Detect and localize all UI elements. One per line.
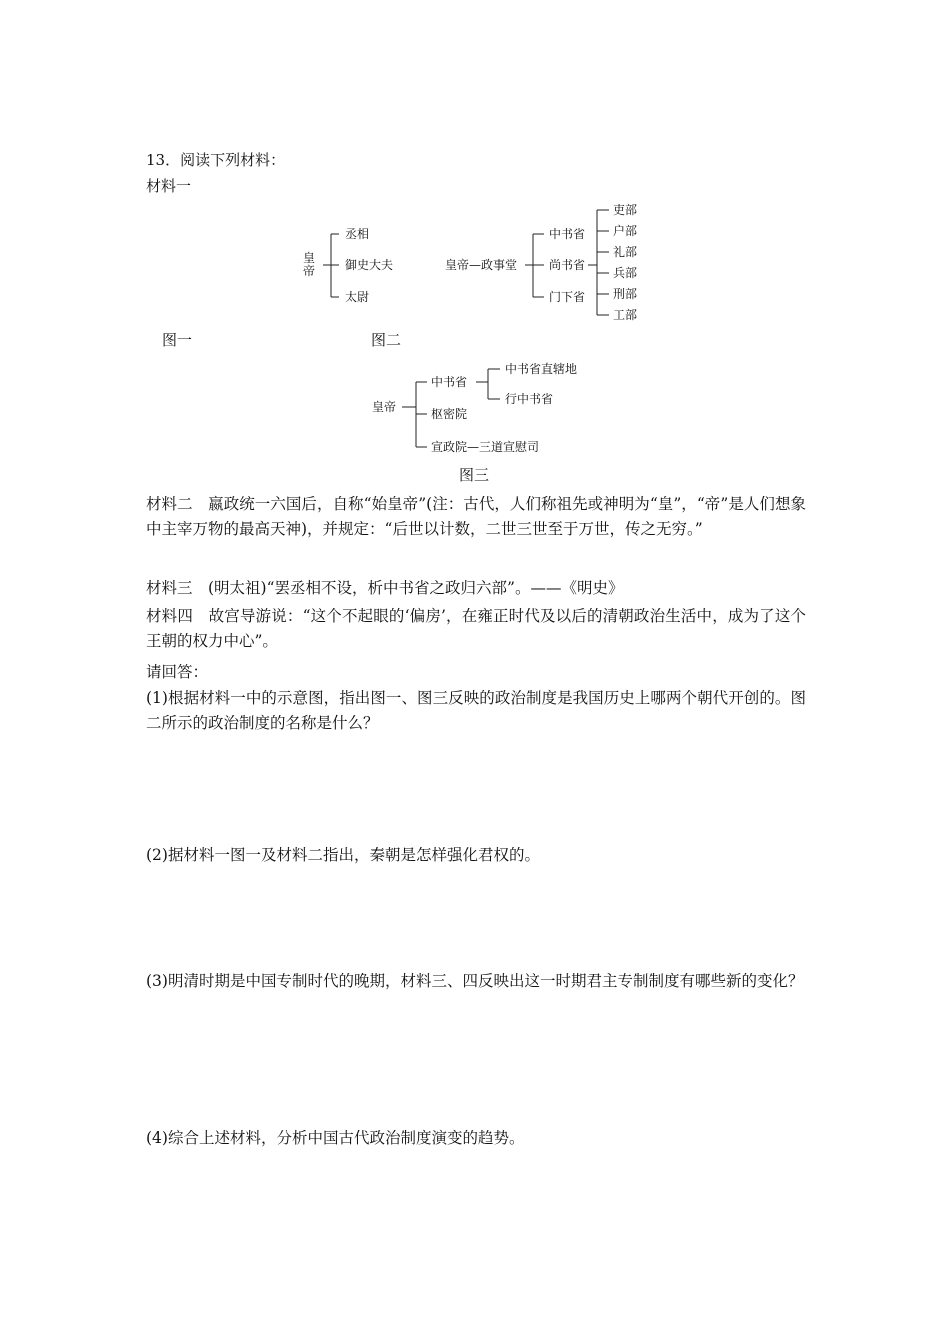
fig3-caption: 图三 xyxy=(459,466,490,484)
question-2: (2)据材料一图一及材料二指出，秦朝是怎样强化君权的。 xyxy=(146,846,540,864)
fig2-ministry: 吏部 xyxy=(613,203,638,217)
material-three: 材料三 (明太祖)“罢丞相不设，析中书省之政归六部”。——《明史》 xyxy=(146,579,624,597)
fig3-xuanzheng: 宣政院—三道宣慰司 xyxy=(431,440,540,454)
fig1-official: 御史大夫 xyxy=(345,258,394,272)
fig3-zhongshu-child: 行中书省 xyxy=(505,392,554,406)
fig1-official: 太尉 xyxy=(345,290,370,304)
answer-prompt: 请回答： xyxy=(146,663,209,681)
fig3-shumiyuan: 枢密院 xyxy=(431,407,468,421)
fig2-ministry: 兵部 xyxy=(613,266,638,280)
material-one-label: 材料一 xyxy=(146,177,192,195)
material-two: 材料二 嬴政统一六国后，自称“始皇帝”(注：古代，人们称祖先或神明为“皇”，“帝”是人们想象中主宰万物的最高天神)，并规定：“后世以计数，二世三世至于万世，传之无穷。” xyxy=(146,495,806,538)
fig2-ministry: 工部 xyxy=(613,308,638,322)
fig2-department: 尚书省 xyxy=(549,258,586,272)
fig2-department: 门下省 xyxy=(549,290,586,304)
fig1-caption: 图一 xyxy=(162,331,193,349)
fig3-zhongshu: 中书省 xyxy=(431,375,468,389)
fig3-root: 皇帝 xyxy=(372,400,397,414)
fig2-ministry: 刑部 xyxy=(613,287,638,301)
fig2-root: 皇帝—政事堂 xyxy=(445,258,518,272)
fig2-caption: 图二 xyxy=(371,331,402,349)
question-3: (3)明清时期是中国专制时代的晚期，材料三、四反映出这一时期君主专制制度有哪些新的变化？ xyxy=(146,972,804,990)
fig2-ministry: 礼部 xyxy=(613,245,638,259)
fig3-zhongshu-child: 中书省直辖地 xyxy=(505,362,578,376)
fig2-department: 中书省 xyxy=(549,227,586,241)
diagram-lines xyxy=(0,0,950,470)
material-four: 材料四 故宫导游说：“这个不起眼的‘偏房’，在雍正时代及以后的清朝政治生活中，成为了这个王朝的权力中心”。 xyxy=(146,607,806,650)
question-1: (1)根据材料一中的示意图，指出图一、图三反映的政治制度是我国历史上哪两个朝代开创的。图二所示的政治制度的名称是什么？ xyxy=(146,689,806,732)
question-4: (4)综合上述材料，分析中国古代政治制度演变的趋势。 xyxy=(146,1129,525,1147)
fig2-ministry: 户部 xyxy=(613,224,638,238)
fig1-official: 丞相 xyxy=(345,227,370,241)
question-header: 13．阅读下列材料： xyxy=(146,151,286,169)
fig1-emperor: 皇帝 xyxy=(302,251,315,278)
